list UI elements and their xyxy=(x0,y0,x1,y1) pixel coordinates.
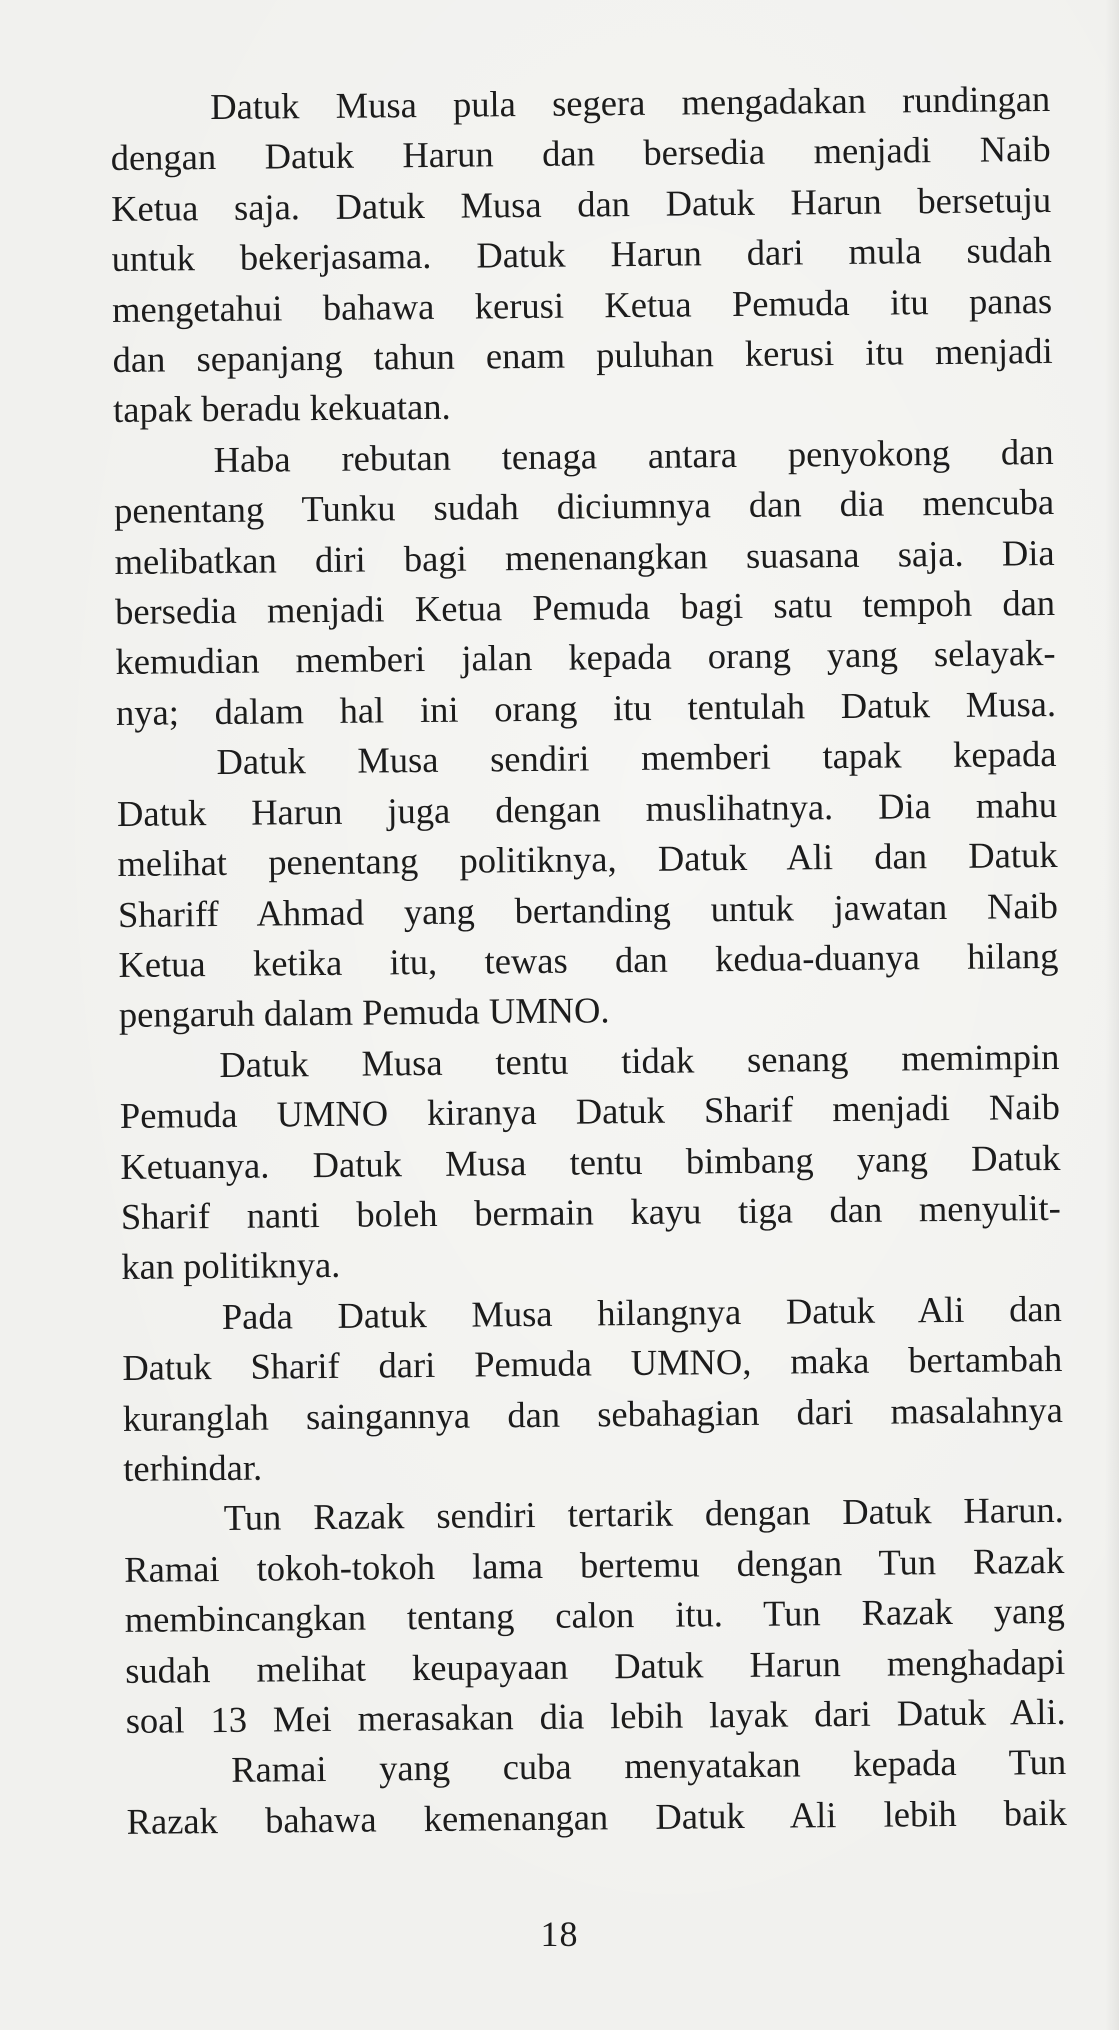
text-line: Datuk Musa sendiri memberi tapak kepada xyxy=(216,733,1057,783)
text-line: penentang Tunku sudah diciumnya dan dia mencuba xyxy=(113,481,1055,532)
text-line: Shariff Ahmad yang bertanding untuk jawatan Naib xyxy=(117,884,1059,935)
text-line: Ramai yang cuba menyatakan kepada Tun xyxy=(231,1741,1067,1791)
body-text xyxy=(110,74,1067,1847)
text-line: pengaruh dalam Pemuda UMNO. xyxy=(118,989,610,1036)
paragraph-2 xyxy=(113,427,1056,738)
page-number: 18 xyxy=(540,1914,579,1954)
text-line: tapak beradu kekuatan. xyxy=(112,386,451,431)
text-line: Pemuda UMNO kiranya Datuk Sharif menjadi Naib xyxy=(119,1086,1061,1137)
text-line: soal 13 Mei merasakan dia lebih layak dari Datuk Ali. xyxy=(125,1690,1066,1741)
text-line: dan sepanjang tahun enam puluhan kerusi itu menjadi xyxy=(112,329,1053,381)
text-line: Datuk Harun juga dengan muslihatnya. Dia mahu xyxy=(116,783,1058,834)
text-line: kemudian memberi jalan kepada orang yang selayak- xyxy=(115,632,1056,683)
text-line: membincangkan tentang calon itu. Tun Razak yang xyxy=(124,1590,1065,1641)
text-line: sudah melihat keupayaan Datuk Harun menghadapi xyxy=(125,1640,1066,1691)
page-edge-shadow xyxy=(1105,0,1119,2030)
text-line: melibatkan diri bagi menenangkan suasana saja. Dia xyxy=(114,531,1055,582)
text-line: Ketua ketika itu, tewas dan kedua-duanya hilang xyxy=(118,934,1059,985)
text-line: dengan Datuk Harun dan bersedia menjadi Naib xyxy=(110,128,1051,179)
paragraph-4 xyxy=(119,1032,1061,1293)
paragraph-3 xyxy=(116,729,1059,1040)
text-line: Datuk Musa pula segera mengadakan rundingan xyxy=(210,77,1051,128)
text-line: Datuk Musa tentu tidak senang memimpin xyxy=(219,1035,1060,1085)
text-line: nya; dalam hal ini orang itu tentulah Datuk Musa. xyxy=(115,682,1057,733)
text-line: Datuk Sharif dari Pemuda UMNO, maka bertambah xyxy=(122,1338,1063,1389)
paragraph-5 xyxy=(122,1284,1064,1495)
text-line: Ketua saja. Datuk Musa dan Datuk Harun bersetuju xyxy=(111,178,1052,229)
text-line: Ramai tokoh-tokoh lama bertemu dengan Tun Razak xyxy=(124,1539,1065,1590)
text-line: bersedia menjadi Ketua Pemuda bagi satu tempoh dan xyxy=(114,582,1056,633)
text-line: Ketuanya. Datuk Musa tentu bimbang yang Datuk xyxy=(120,1136,1061,1187)
text-line: Sharif nanti boleh bermain kayu tiga dan menyulit- xyxy=(120,1186,1062,1237)
text-line: kan politiknya. xyxy=(121,1244,341,1288)
paragraph-7 xyxy=(126,1737,1067,1847)
text-line: melihat penentang politiknya, Datuk Ali dan Datuk xyxy=(117,834,1058,885)
text-line: Razak bahawa kemenangan Datuk Ali lebih baik xyxy=(126,1791,1067,1842)
text-line: terhindar. xyxy=(123,1446,263,1489)
text-line: untuk bekerjasama. Datuk Harun dari mula sudah xyxy=(111,229,1052,280)
text-line: Pada Datuk Musa hilangnya Datuk Ali dan xyxy=(221,1287,1063,1337)
text-line: kuranglah saingannya dan sebahagian dari masalahnya xyxy=(122,1388,1063,1439)
paragraph-1 xyxy=(110,74,1053,436)
paragraph-6 xyxy=(124,1485,1066,1746)
text-line: Tun Razak sendiri tertarik dengan Datuk Harun. xyxy=(223,1489,1064,1539)
text-line: Haba rebutan tenaga antara penyokong dan xyxy=(213,430,1054,480)
text-line: mengetahui bahawa kerusi Ketua Pemuda itu panas xyxy=(111,279,1053,330)
